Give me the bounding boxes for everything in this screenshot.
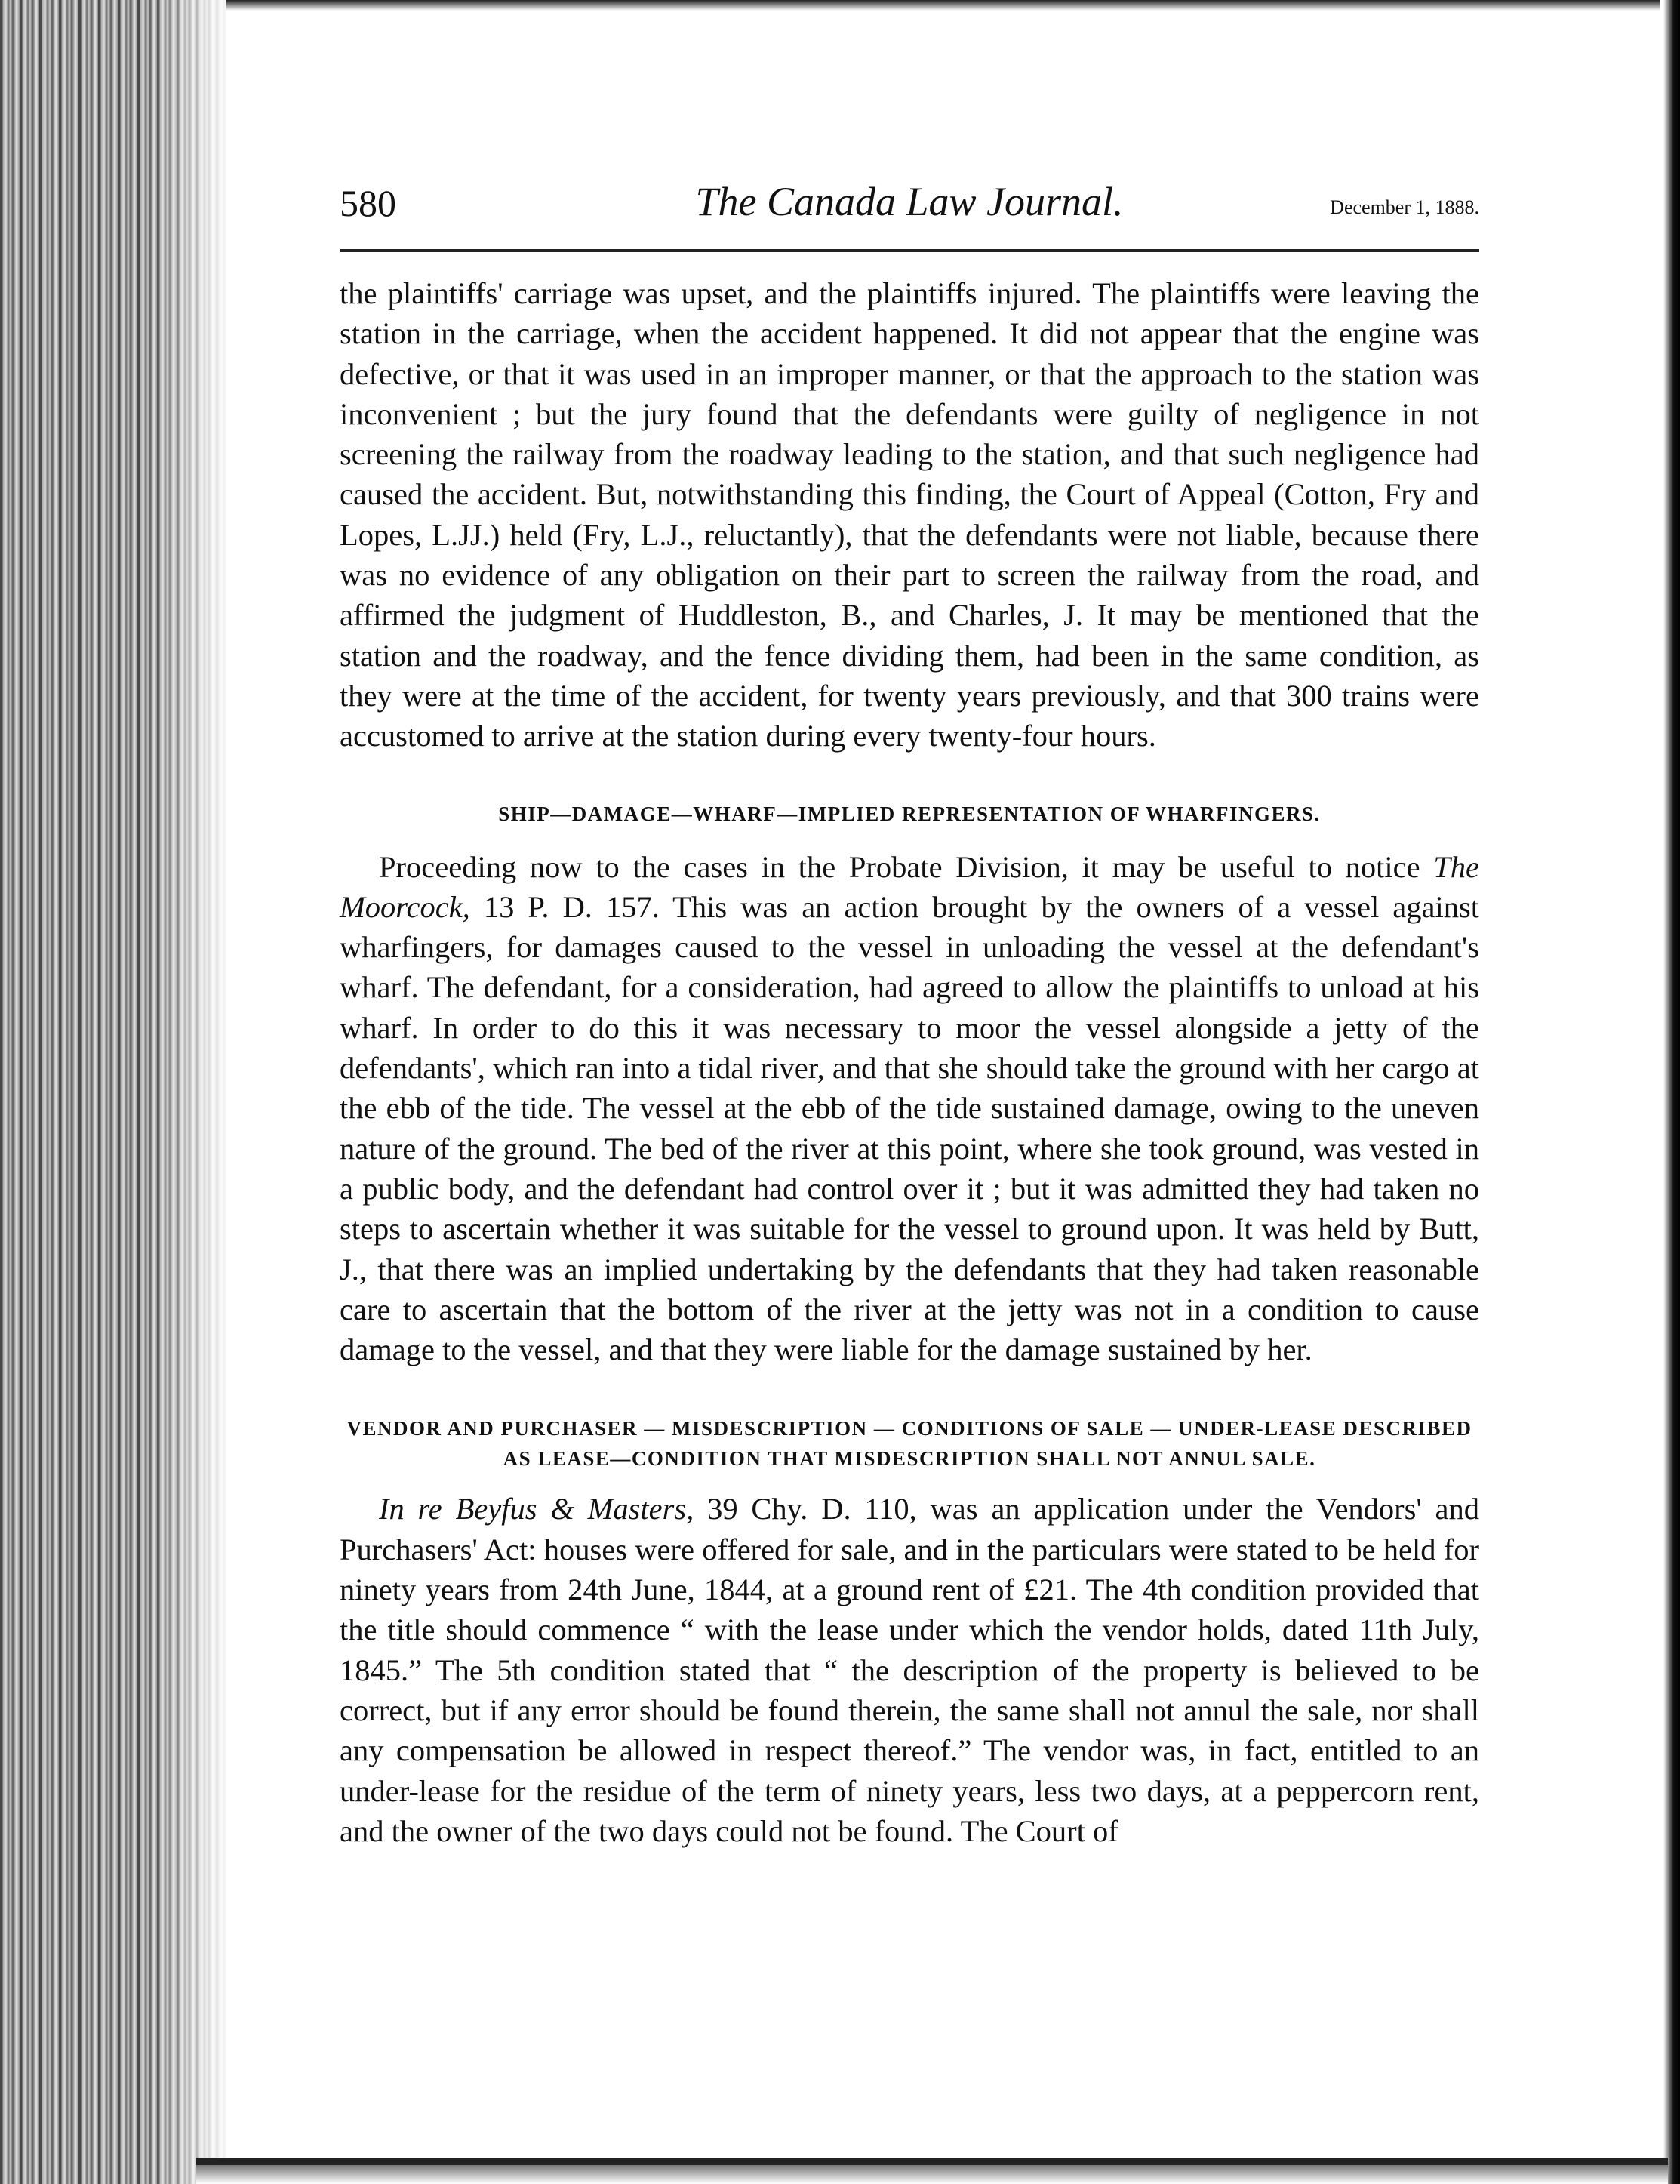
section-heading-ship-damage: SHIP—DAMAGE—WHARF—IMPLIED REPRESENTATION OF WHARFINGERS. [498, 802, 1321, 825]
paragraph-body: 13 P. D. 157. This was an action brought by the owners of a vessel against wharfingers, for damages caused to the vessel in unloading the vessel at the defendant's wharf. The defendant, for a consideration, had agreed to allow the plaintiffs to unload at his wharf. In order to do this it was necessary to moor the vessel alongside a jetty of the defendants', which ran into a tidal river, and that she should take the ground with her cargo at the ebb of the tide. The vessel at the ebb of the tide sustained damage, owing to the uneven nature of the ground. The bed of the river at this point, where she took ground, was vested in a public body, and the defendant had control over it ; but it was admitted they had taken no steps to ascertain whether it was suitable for the vessel to ground upon. It was held by Butt, J., that there was an implied undertaking by the defendants that they had taken reasonable care to ascertain that the bottom of the river at the jetty was not in a condition to cause damage to the vessel, and that they were liable for the damage sustained by her. [340, 889, 1479, 1367]
binding-shadow [151, 0, 242, 2184]
paragraph-intro: Proceeding now to the cases in the Probate Division, it may be useful to notice [379, 849, 1434, 884]
bottom-scan-edge [196, 2158, 1668, 2165]
paragraph-continued: the plaintiffs' carriage was upset, and the plaintiffs injured. The plaintiffs were leaving the station in the carriage, when the accident happened. It did not appear that the engine was defective, or that it was used in an improper manner, or that the approach to the station was inconvenient ; but the jury found that the defendants were guilty of negligence in not screening the railway from the roadway leading to the station, and that such negligence had caused the accident. But, notwithstanding this finding, the Court of Appeal (Cotton, Fry and Lopes, L.JJ.) held (Fry, L.J., reluctantly), that the defendants were not liable, because there was no evidence of any obligation on their part to screen the railway from the road, and affirmed the judgment of Huddleston, B., and Charles, J. It may be mentioned that the station and the roadway, and the fence dividing them, had been in the same condition, as they were at the time of the accident, for twenty years previously, and that 300 trains were accustomed to arrive at the station during every twenty-four hours. [340, 276, 1479, 753]
section-heading-vendor-purchaser: VENDOR AND PURCHASER — MISDESCRIPTION — CONDITIONS OF SALE — UNDER-LEASE DESCRIBED AS LEASE—CONDITION THAT MISDESCRIPTION SHALL NOT ANNUL SALE. [346, 1417, 1472, 1471]
top-scan-edge [226, 0, 1660, 11]
case-name-moorcock: The Moorcock, [340, 849, 1479, 924]
bottom-scan-shadow [196, 2165, 1668, 2184]
page [340, 166, 1479, 2099]
page-header [340, 166, 1479, 249]
header-rule [340, 249, 1479, 252]
journal-title: The Canada Law Journal. [695, 179, 1124, 224]
paragraph-beyfus [340, 1489, 1479, 1851]
page-number: 580 [340, 182, 396, 224]
case-name-beyfus: In re Beyfus & Masters, [379, 1492, 694, 1526]
paragraph-body: 39 Chy. D. 110, was an application under the Vendors' and Purchasers' Act: houses were offered for sale, and in the particulars were stated to be held for ninety years from 24th June, 1844, at a ground rent of £21. The 4th condition provided that the title should commence “ with the lease under which the vendor holds, dated 11th July, 1845.” The 5th condition stated that “ the description of the property is believed to be correct, but if any error should be found therein, the same shall not annul the sale, nor shall any compensation be allowed in respect thereof.” The vendor was, in fact, entitled to an under-lease for the residue of the term of ninety years, less two days, at a peppercorn rent, and the owner of the two days could not be found. The Court of [340, 1492, 1479, 1848]
paragraph-moorcock [340, 847, 1479, 1370]
issue-date: December 1, 1888. [1330, 196, 1479, 218]
right-scan-edge [1663, 0, 1680, 2184]
